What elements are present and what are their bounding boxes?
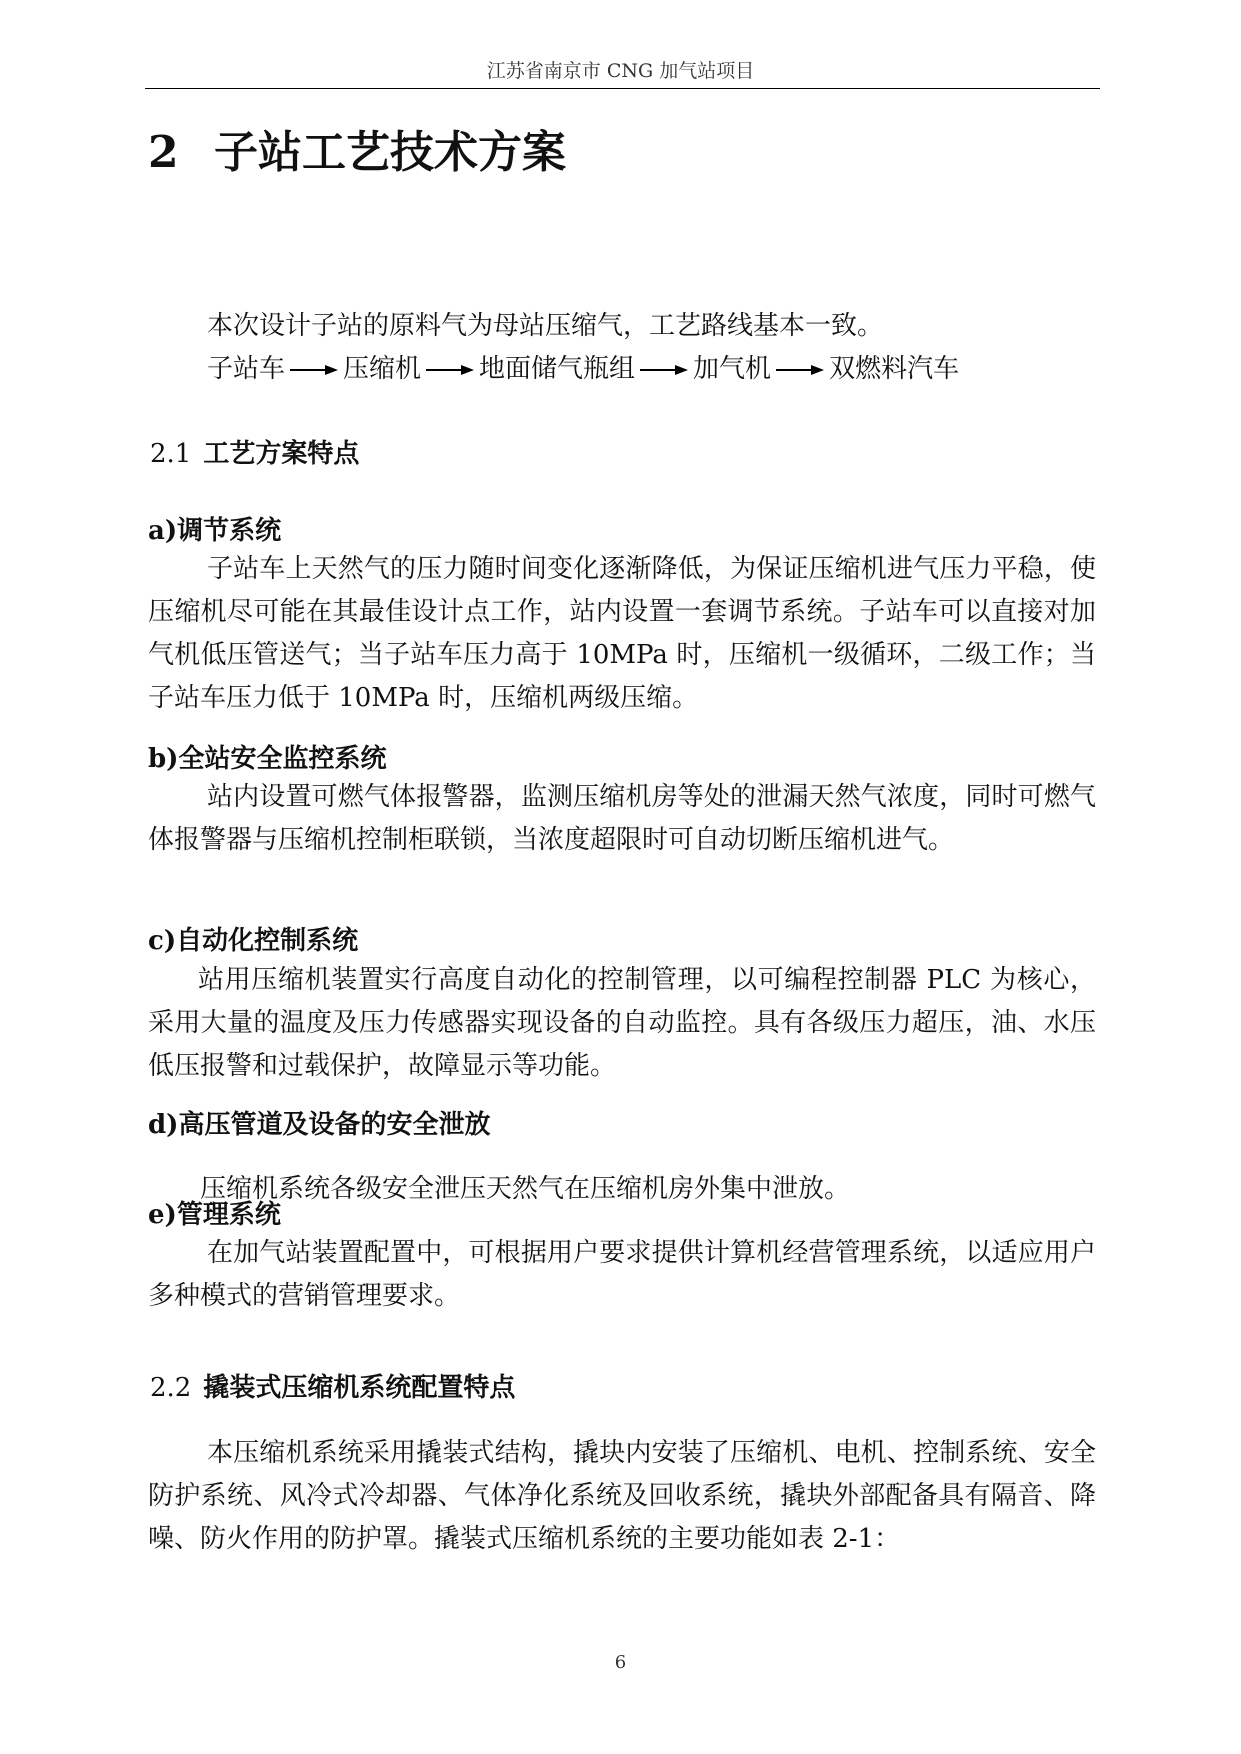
flow-step-2: 压缩机 [343,354,422,384]
intro-paragraph: 本次设计子站的原料气为母站压缩气，工艺路线基本一致。 [207,311,884,341]
arrow-right-icon [289,363,339,377]
subheading-d: d)高压管道及设备的安全泄放 [148,1110,491,1140]
subheading-e: e)管理系统 [148,1200,281,1230]
paragraph-d: 压缩机系统各级安全泄压天然气在压缩机房外集中泄放。 [200,1174,851,1204]
flow-step-4: 加气机 [693,354,772,384]
page-number: 6 [614,1652,627,1673]
arrow-right-icon [639,363,689,377]
flow-step-3: 地面储气瓶组 [479,354,636,384]
paragraph-e: 在加气站装置配置中，可根据用户要求提供计算机经营管理系统，以适应用户多种模式的营销管理要求。 [148,1238,1096,1311]
chapter-title: 子站工艺技术方案 [214,127,566,178]
arrow-right-icon [775,363,825,377]
flow-step-5: 双燃料汽车 [829,354,960,384]
section-number: 2.1 [150,439,192,469]
subheading-b: b)全站安全监控系统 [148,744,387,774]
arrow-right-icon [425,363,475,377]
flow-step-1: 子站车 [207,354,286,384]
subheading-a: a)调节系统 [148,516,282,546]
paragraph-2-2: 本压缩机系统采用撬装式结构，撬块内安装了压缩机、电机、控制系统、安全防护系统、风冷式冷却器、气体净化系统及回收系统，撬块外部配备具有隔音、降噪、防火作用的防护罩。撬装式压缩机系统的主要功能如表 2-1： [148,1438,1096,1554]
chapter-heading [148,118,566,188]
paragraph-b: 站内设置可燃气体报警器，监测压缩机房等处的泄漏天然气浓度，同时可燃气体报警器与压缩机控制柜联锁，当浓度超限时可自动切断压缩机进气。 [148,782,1096,855]
header-divider [145,88,1100,89]
section-heading-2-1 [150,433,359,470]
subheading-c: c)自动化控制系统 [148,926,359,956]
paragraph-a: 子站车上天然气的压力随时间变化逐渐降低，为保证压缩机进气压力平稳，使压缩机尽可能在其最佳设计点工作，站内设置一套调节系统。子站车可以直接对加气机低压管送气；当子站车压力高于 10MPa 时，压缩机一级循环，二级工作；当子站车压力低于 10MPa 时，压缩机两级压缩。 [148,554,1096,713]
section-title: 撬装式压缩机系统配置特点 [203,1373,516,1403]
chapter-number: 2 [148,127,179,178]
section-heading-2-2 [150,1367,515,1404]
section-number: 2.2 [150,1373,192,1403]
running-header: 江苏省南京市 CNG 加气站项目 [486,60,755,82]
process-flow [207,348,959,391]
paragraph-c: 站用压缩机装置实行高度自动化的控制管理，以可编程控制器 PLC 为核心，采用大量的温度及压力传感器实现设备的自动监控。具有各级压力超压，油、水压低压报警和过载保护，故障显示等功能。 [148,965,1096,1081]
section-title: 工艺方案特点 [203,439,360,469]
